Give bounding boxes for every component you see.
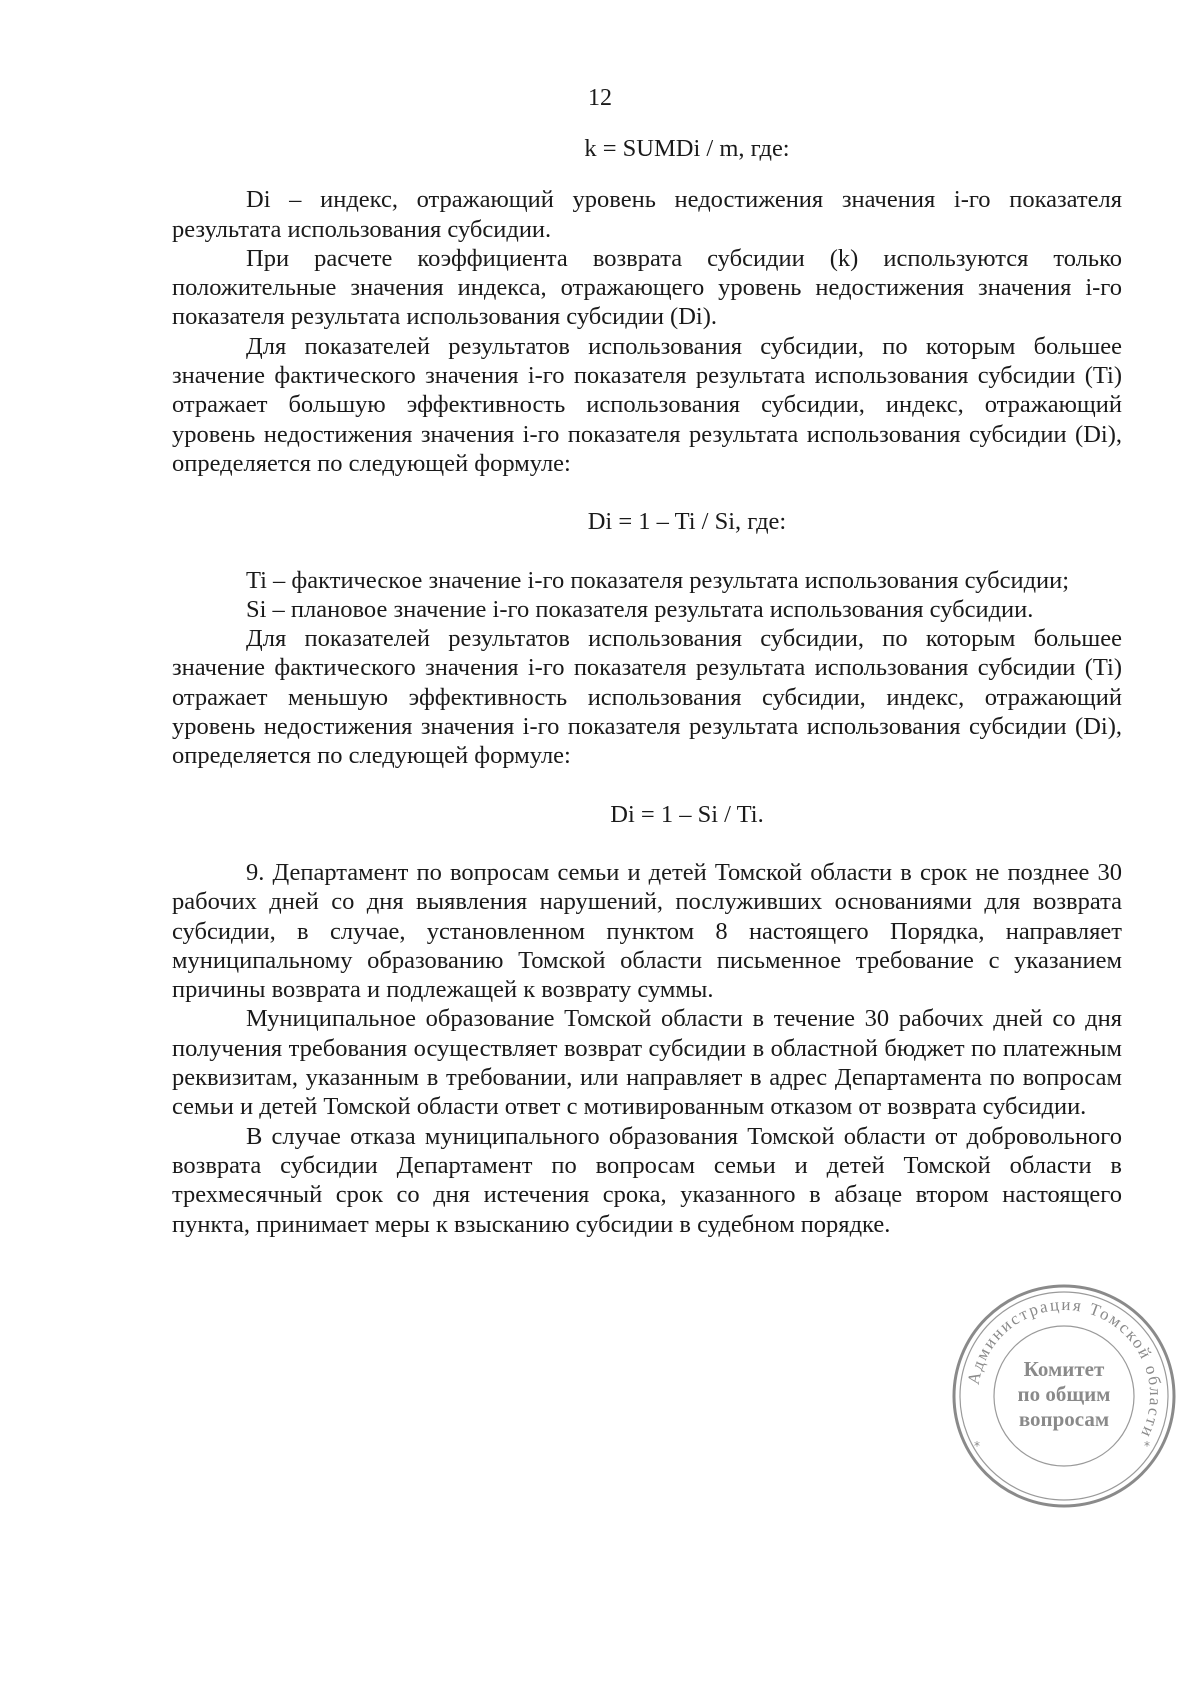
official-stamp <box>948 1280 1180 1512</box>
paragraph-ti-definition: Ti – фактическое значение i-го показателя результата использования субсидии; <box>246 566 1070 594</box>
formula-k: k = SUMDi / m, где: <box>584 135 790 162</box>
formula-di-2: Di = 1 – Si / Ti. <box>610 800 764 828</box>
paragraph-di-definition: Di – индекс, отражающий уровень недостижения значения i-го показателя результата использования субсидии. <box>172 186 1122 243</box>
paragraph-refusal: В случае отказа муниципального образования Томской области от добровольного возврата субсидии Департамент по вопросам семьи и детей Томской области в трехмесячный срок со дня истечения срока, указанного в абзаце втором настоящего пункта, принимает меры к взысканию субсидии в судебном порядке. <box>172 1122 1122 1238</box>
paragraph-k-positive-values: При расчете коэффициента возврата субсидии (k) используются только положительные значения индекса, отражающего уровень недостижения значения i-го показателя результата использования субсидии (Di). <box>172 244 1122 331</box>
paragraph-greater-more-effective: Для показателей результатов использования субсидии, по которым большее значение фактического значения i-го показателя результата использования субсидии (Ti) отражает большую эффективность использования субсидии, индекс, отражающий уровень недостижения значения i-го показателя результата использования субсидии (Di), определяется по следующей формуле: <box>172 332 1122 477</box>
stamp-line-1: Комитет <box>1023 1357 1105 1381</box>
stamp-line-3: вопросам <box>1018 1407 1110 1431</box>
stamp-line-2: по общим <box>1017 1382 1111 1406</box>
stamp-ring-text: Администрация Томской области <box>963 1294 1166 1442</box>
svg-text:*: * <box>1144 1439 1150 1453</box>
formula-di-1: Di = 1 – Ti / Si, где: <box>587 508 787 536</box>
document-body <box>172 134 1122 1239</box>
paragraph-municipal-return: Муниципальное образование Томской области в течение 30 рабочих дней со дня получения требования осуществляет возврат субсидии в областной бюджет по платежным реквизитам, указанным в требовании, или направляет в адрес Департамента по вопросам семьи и детей Томской области ответ с мотивированным отказом от возврата субсидии. <box>172 1005 1122 1121</box>
page-number: 12 <box>588 85 612 111</box>
paragraph-greater-less-effective: Для показателей результатов использования субсидии, по которым большее значение фактического значения i-го показателя результата использования субсидии (Ti) отражает меньшую эффективность использования субсидии, индекс, отражающий уровень недостижения значения i-го показателя результата использования субсидии (Di), определяется по следующей формуле: <box>172 625 1122 770</box>
paragraph-si-definition: Si – плановое значение i-го показателя результата использования субсидии. <box>246 595 1034 623</box>
paragraph-item-9: 9. Департамент по вопросам семьи и детей Томской области в срок не позднее 30 рабочих дней со дня выявления нарушений, послуживших основаниями для возврата субсидии, в случае, установленном пунктом 8 настоящего Порядка, направляет муниципальному образованию Томской области письменное требование с указанием причины возврата и подлежащей к возврату суммы. <box>172 858 1122 1004</box>
svg-text:*: * <box>974 1439 980 1453</box>
